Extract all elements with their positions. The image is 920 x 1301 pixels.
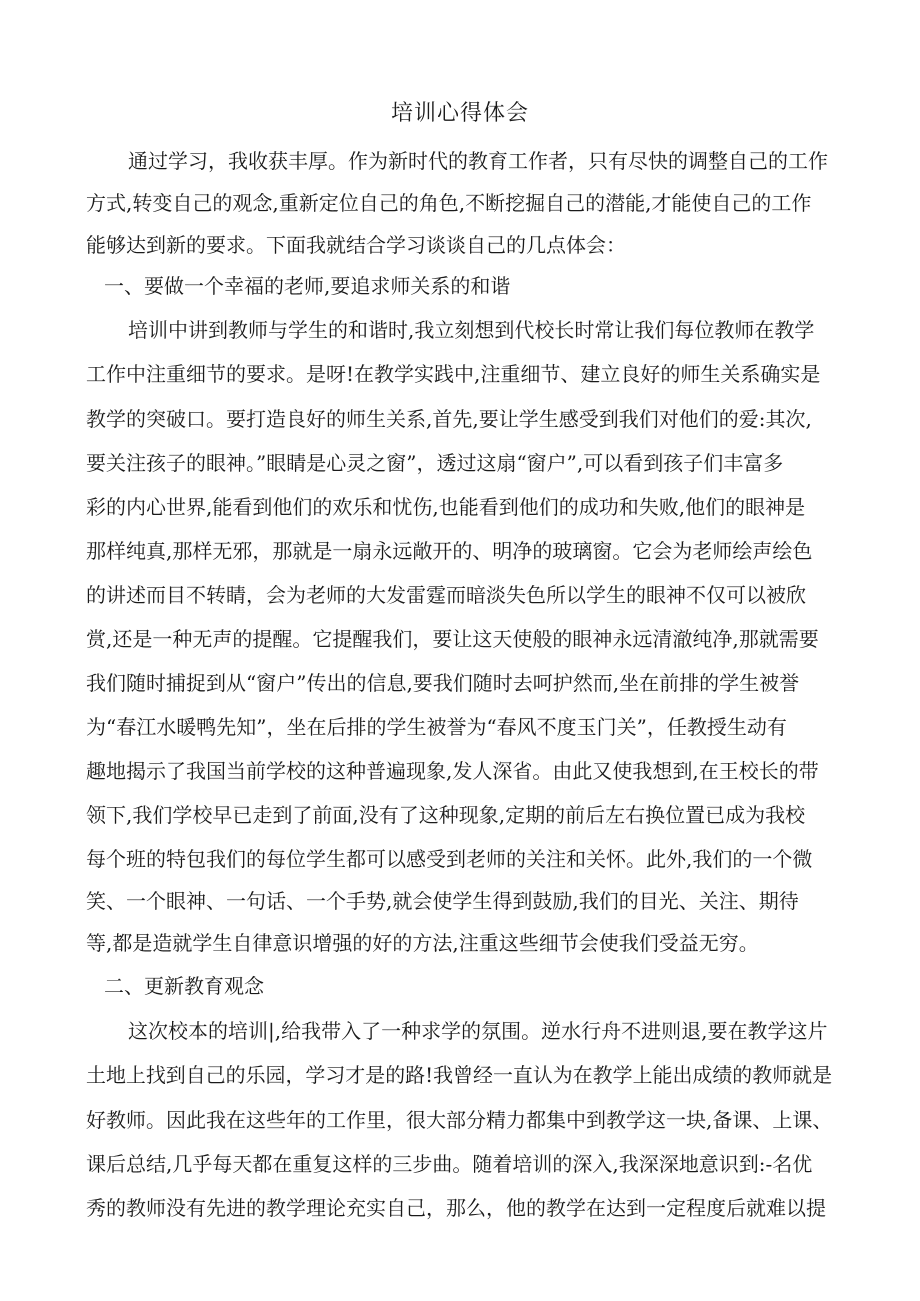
paragraph-line: 赏,还是一种无声的提醒。它提醒我们，要让这天使般的眼神永远清澈纯净,那就需要 (86, 627, 819, 651)
paragraph-line: 教学的突破口。要打造良好的师生关系,首先,要让学生感受到我们对他们的爱:其次, (86, 407, 812, 431)
paragraph-line: 工作中注重细节的要求。是呀!在教学实践中,注重细节、建立良好的师生关系确实是 (86, 362, 821, 386)
section-heading: 二、更新教育观念 (104, 974, 264, 998)
paragraph-line: 那样纯真,那样无邪，那就是一扇永远敞开的、明净的玻璃窗。它会为老师绘声绘色 (86, 539, 813, 563)
paragraph-line: 的讲述而目不转睛，会为老师的大发雷霆而暗淡失色所以学生的眼神不仅可以被欣 (86, 583, 806, 607)
paragraph-line: 笑、一个眼神、一句话、一个手势,就会使学生得到鼓励,我们的目光、关注、期待 (86, 889, 799, 913)
paragraph-line: 秀的教师没有先进的教学理论充实自己，那么，他的教学在达到一定程度后就难以提 (86, 1196, 826, 1220)
paragraph-line: 等,都是造就学生自律意识增强的好的方法,注重这些细节会使我们受益无穷。 (86, 931, 759, 955)
paragraph-line: 培训中讲到教师与学生的和谐时,我立刻想到代校长时常让我们每位教师在教学 (128, 318, 815, 342)
paragraph-line: 每个班的特包我们的每位学生都可以感受到老师的关注和关怀。此外,我们的一个微 (86, 847, 813, 871)
paragraph-line: 土地上找到自己的乐园，学习才是的路!我曾经一直认为在教学上能出成绩的教师就是 (86, 1063, 833, 1087)
paragraph-line: 要关注孩子的眼神。”眼睛是心灵之窗”，透过这扇“窗户”,可以看到孩子们丰富多 (86, 451, 784, 475)
paragraph-line: 彩的内心世界,能看到他们的欢乐和忧伤,也能看到他们的成功和失败,他们的眼神是 (86, 495, 806, 519)
paragraph-line: 课后总结,几乎每天都在重复这样的三步曲。随着培训的深入,我深深地意识到:-名优 (86, 1152, 813, 1176)
section-heading: 一、要做一个幸福的老师,要追求师关系的和谐 (104, 274, 511, 298)
paragraph-line: 方式,转变自己的观念,重新定位自己的角色,不断挖掘自己的潜能,才能使自己的工作 (86, 191, 812, 215)
paragraph-line: 好教师。因此我在这些年的工作里，很大部分精力都集中到教学这一块,备课、上课、 (86, 1108, 833, 1132)
document-title: 培训心得体会 (390, 101, 529, 126)
paragraph-line: 这次校本的培训|,给我带入了一种求学的氛围。逆水行舟不进则退,要在教学这片 (128, 1019, 828, 1043)
paragraph-line: 为“春江水暖鸭先知”，坐在后排的学生被誉为“春风不度玉门关”，任教授生动有 (86, 715, 787, 739)
paragraph-line: 趣地揭示了我国当前学校的这种普遍现象,发人深省。由此又使我想到,在王校长的带 (86, 759, 819, 783)
paragraph-line: 领下,我们学校早已走到了前面,没有了这种现象,定期的前后左右换位置已成为我校 (86, 803, 806, 827)
paragraph-line: 通过学习，我收获丰厚。作为新时代的教育工作者，只有尽快的调整自己的工作 (128, 149, 828, 173)
paragraph-line: 我们随时捕捉到从“窗户”传出的信息,要我们随时去呵护然而,坐在前排的学生被誉 (86, 671, 800, 695)
paragraph-line: 能够达到新的要求。下面我就结合学习谈谈自己的几点体会： (86, 233, 626, 257)
